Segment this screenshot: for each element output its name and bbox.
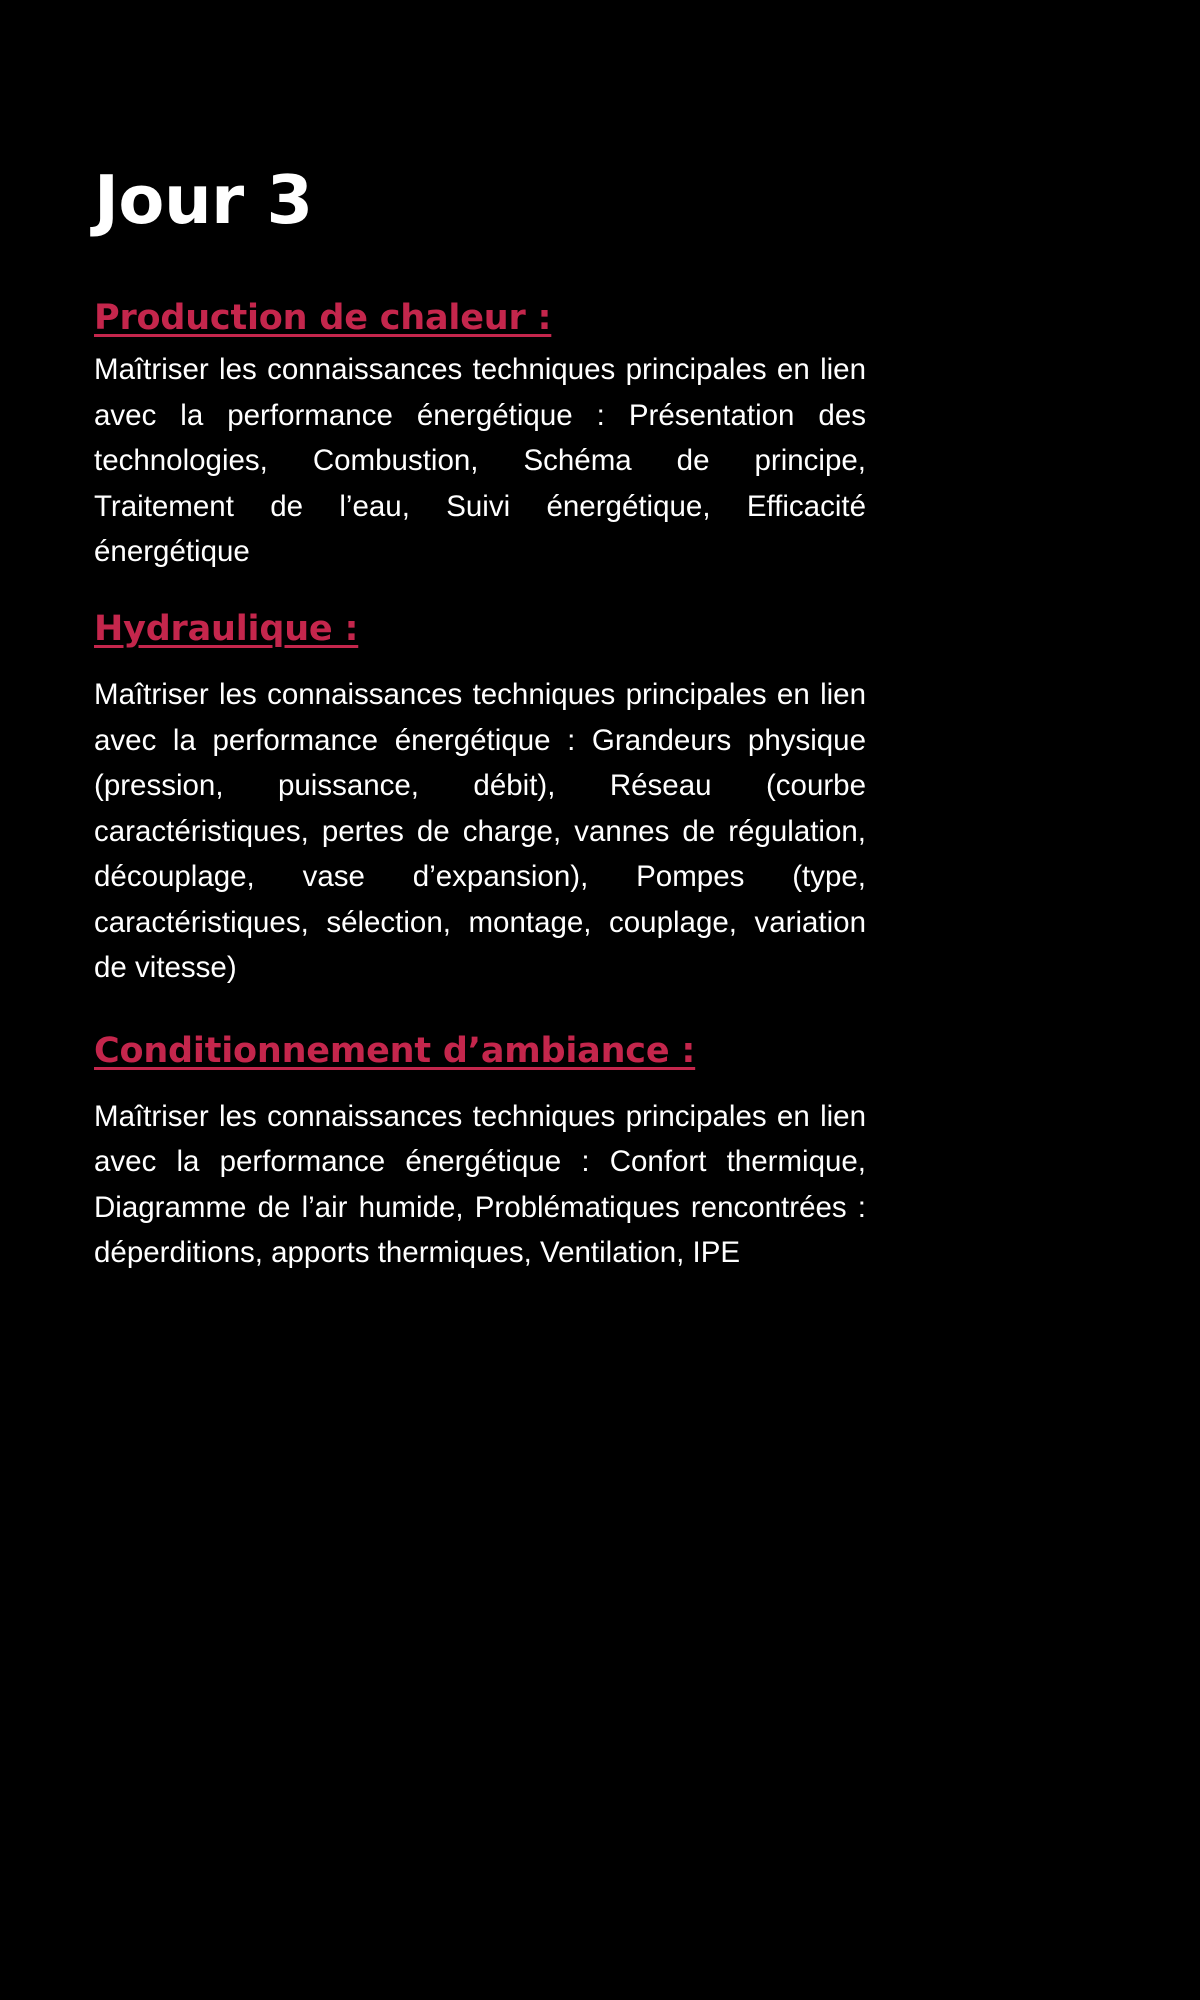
section-list xyxy=(94,298,866,1276)
section-production-de-chaleur xyxy=(94,298,866,575)
section-body-production-de-chaleur: Maîtriser les connaissances techniques principales en lien avec la performance énergétique : Présentation des technologies, Combustion, Schéma de principe, Traitement de l’eau, Suivi énergétique, Efficacité énergétique xyxy=(94,353,866,569)
section-heading-hydraulique: Hydraulique : xyxy=(94,608,359,649)
section-hydraulique xyxy=(94,609,866,991)
section-body-conditionnement-d-ambiance: Maîtriser les connaissances techniques principales en lien avec la performance énergétique : Confort thermique, Diagramme de l’air humide, Problématiques rencontrées : déperditions, apports thermiques, Ventilation, IPE xyxy=(94,1099,866,1270)
page-title: Jour 3 xyxy=(94,161,313,239)
section-heading-conditionnement-d-ambiance: Conditionnement d’ambiance : xyxy=(94,1030,696,1071)
section-body-hydraulique: Maîtriser les connaissances techniques principales en lien avec la performance énergétique : Grandeurs physique (pression, puissance, débit), Réseau (courbe caractéristiques, pertes de charge, vannes de régulation, découplage, vase d’expansion), Pompes (type, caractéristiques, sélection, montage, couplage, variation de vitesse) xyxy=(94,678,866,985)
section-conditionnement-d-ambiance xyxy=(94,1031,866,1276)
section-heading-production-de-chaleur: Production de chaleur : xyxy=(94,298,552,338)
